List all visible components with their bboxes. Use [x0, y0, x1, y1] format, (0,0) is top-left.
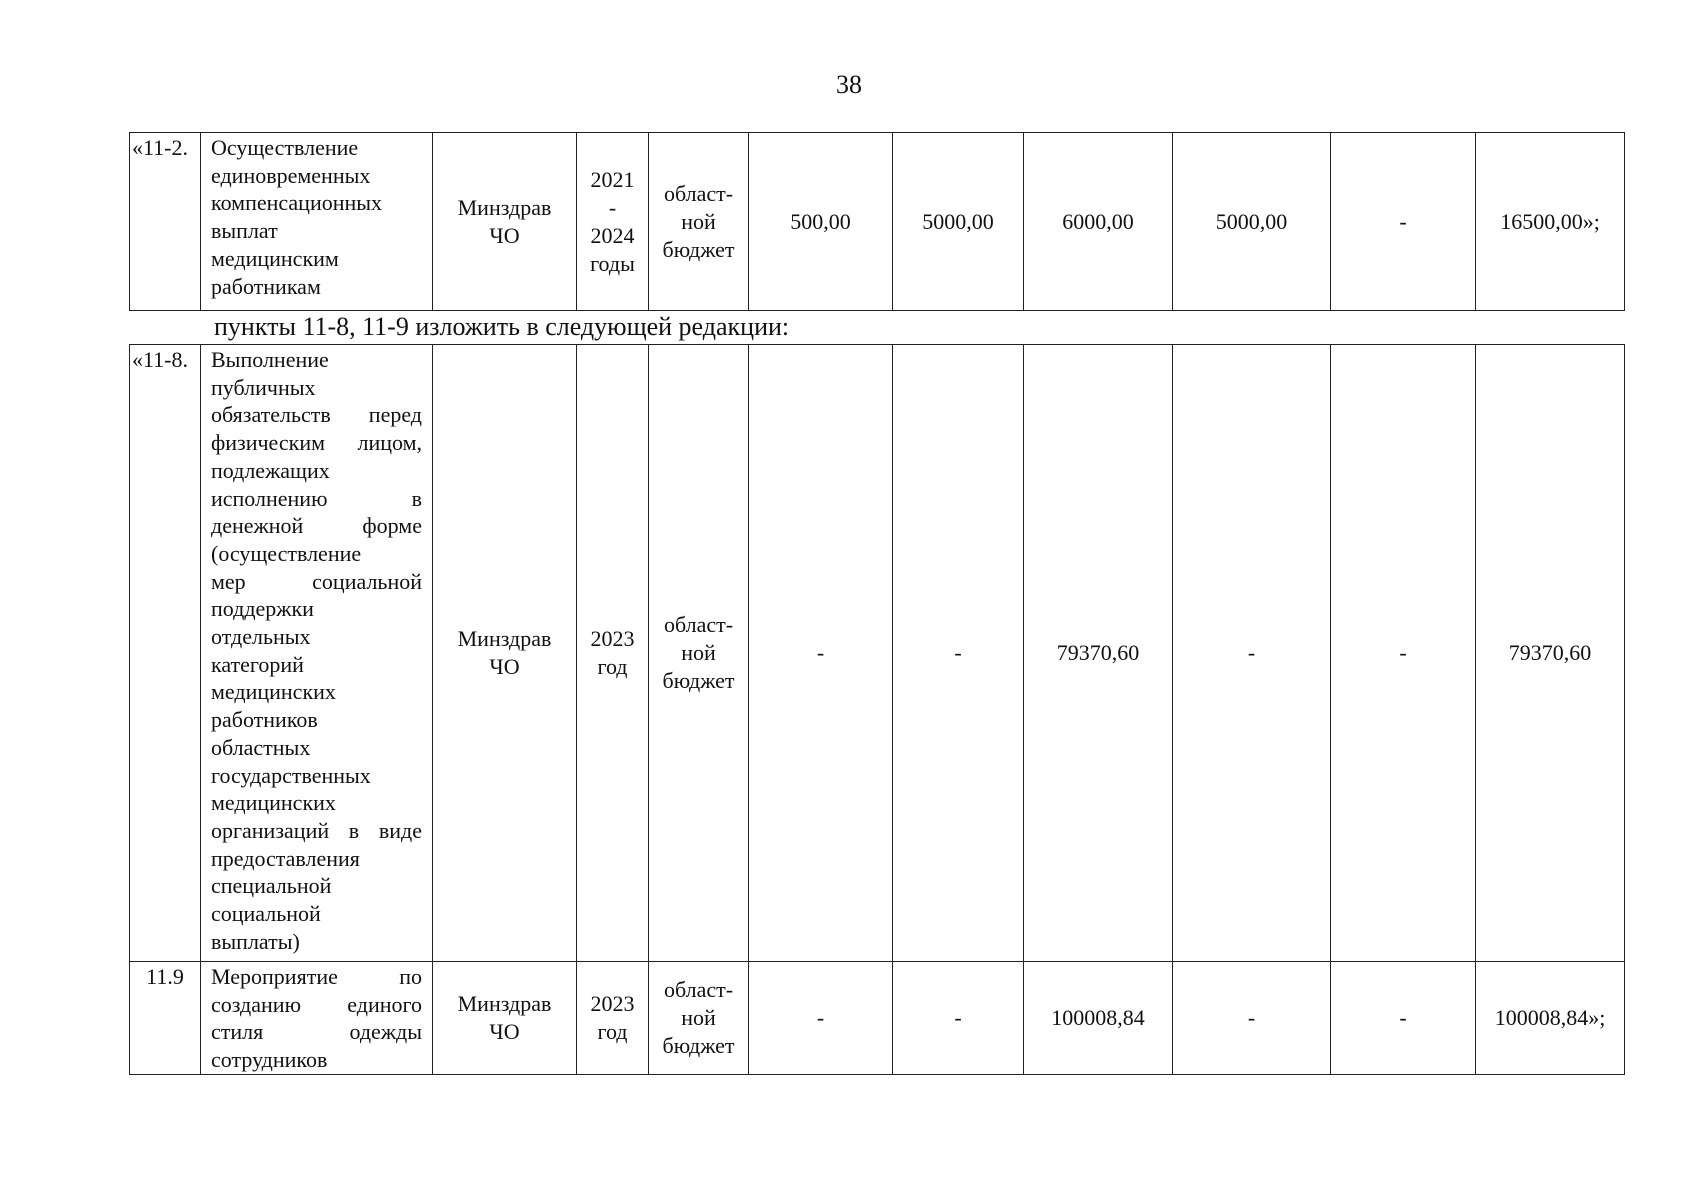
page-number-text: 38 [836, 70, 862, 99]
name-line-1: публичных [211, 374, 316, 400]
value-col-3: 100008,84 [1024, 962, 1173, 1075]
activity-name [201, 133, 433, 311]
value-col-5: - [1331, 962, 1476, 1075]
period [577, 345, 649, 962]
name-line-19: специальной [211, 873, 332, 899]
funding-source [649, 133, 749, 311]
cell-line-2: бюджет [662, 668, 735, 693]
cell-line-1: - [608, 194, 617, 220]
value-col-2: - [893, 345, 1024, 962]
activity-name [201, 962, 433, 1075]
value-col-1: - [749, 962, 893, 1075]
amendment-instruction: пункты 11-8, 11-9 изложить в следующей редакции: [214, 312, 790, 341]
cell-line-0: Минздрав [457, 626, 552, 651]
cell-line-3: годы [590, 250, 635, 276]
name-line-5: работникам [211, 273, 321, 299]
value-col-2: 5000,00 [893, 133, 1024, 311]
row-number: «11-8. [130, 345, 201, 962]
executor [433, 133, 577, 311]
value-col-3: 79370,60 [1024, 345, 1173, 962]
name-line-1: созданию единого [211, 991, 422, 1017]
name-line-3: физическим лицом, [211, 430, 422, 456]
value-col-3: 6000,00 [1024, 133, 1173, 311]
row-number: 11.9 [130, 962, 201, 1075]
name-line-9: поддержки [211, 596, 314, 622]
page-number [0, 70, 1698, 100]
name-line-2: обязательств перед [211, 402, 422, 428]
name-line-11: категорий [211, 651, 304, 677]
name-line-12: медицинских [211, 679, 336, 705]
table-row [130, 962, 1625, 1075]
cell-line-1: ЧО [489, 654, 520, 679]
cell-line-1: ЧО [489, 222, 520, 248]
table-row [130, 345, 1625, 962]
period [577, 962, 649, 1075]
cell-line-0: Минздрав [457, 991, 552, 1016]
name-line-17: организаций в виде [211, 817, 422, 843]
name-line-16: медицинских [211, 790, 336, 816]
cell-line-0: 2023 [590, 991, 635, 1016]
activity-name [201, 345, 433, 962]
name-line-14: областных [211, 734, 311, 760]
budget-table-top [129, 132, 1625, 311]
cell-line-1: год [597, 654, 628, 679]
cell-line-2: бюджет [662, 236, 735, 262]
value-col-1: - [749, 345, 893, 962]
name-line-1: единовременных [211, 162, 371, 188]
table-row [130, 133, 1625, 311]
name-line-5: исполнению в [211, 485, 422, 511]
name-line-2: стиля одежды [211, 1019, 422, 1045]
cell-line-0: област- [663, 612, 734, 637]
cell-line-0: област- [663, 180, 734, 206]
name-line-20: социальной [211, 901, 321, 927]
value-col-5: - [1331, 345, 1476, 962]
name-line-3: выплат [211, 218, 278, 244]
cell-line-1: ной [681, 640, 716, 665]
value-col-4: - [1173, 345, 1331, 962]
name-line-10: отдельных [211, 624, 311, 650]
budget-table-bottom [129, 344, 1625, 1075]
executor [433, 345, 577, 962]
cell-line-1: ной [681, 208, 716, 234]
name-line-6: денежной форме [211, 513, 422, 539]
name-line-21: выплаты) [211, 928, 300, 954]
name-line-4: медицинским [211, 245, 339, 271]
value-col-4: 5000,00 [1173, 133, 1331, 311]
cell-line-0: област- [663, 977, 734, 1002]
name-line-13: работников [211, 707, 318, 733]
value-total: 100008,84»; [1476, 962, 1625, 1075]
value-col-1: 500,00 [749, 133, 893, 311]
value-col-2: - [893, 962, 1024, 1075]
name-line-0: Осуществление [211, 135, 359, 160]
name-line-2: компенсационных [211, 190, 383, 216]
name-line-0: Выполнение [211, 347, 329, 372]
name-line-15: государственных [211, 762, 371, 788]
name-line-3: сотрудников [211, 1047, 328, 1073]
value-col-5: - [1331, 133, 1476, 311]
value-total: 16500,00»; [1476, 133, 1625, 311]
name-line-8: мер социальной [211, 568, 422, 594]
funding-source [649, 962, 749, 1075]
period [577, 133, 649, 311]
row-number: «11-2. [130, 133, 201, 311]
funding-source [649, 345, 749, 962]
value-total: 79370,60 [1476, 345, 1625, 962]
executor [433, 962, 577, 1075]
cell-line-2: 2024 [590, 222, 635, 248]
name-line-0: Мероприятие по [211, 964, 422, 989]
cell-line-1: ной [681, 1005, 716, 1030]
value-col-4: - [1173, 962, 1331, 1075]
cell-line-0: 2021 [590, 166, 635, 192]
name-line-4: подлежащих [211, 457, 330, 483]
cell-line-1: ЧО [489, 1019, 520, 1044]
cell-line-0: Минздрав [457, 194, 552, 220]
cell-line-2: бюджет [662, 1033, 735, 1058]
cell-line-1: год [597, 1019, 628, 1044]
cell-line-0: 2023 [590, 626, 635, 651]
name-line-7: (осуществление [211, 540, 362, 566]
name-line-18: предоставления [211, 845, 360, 871]
